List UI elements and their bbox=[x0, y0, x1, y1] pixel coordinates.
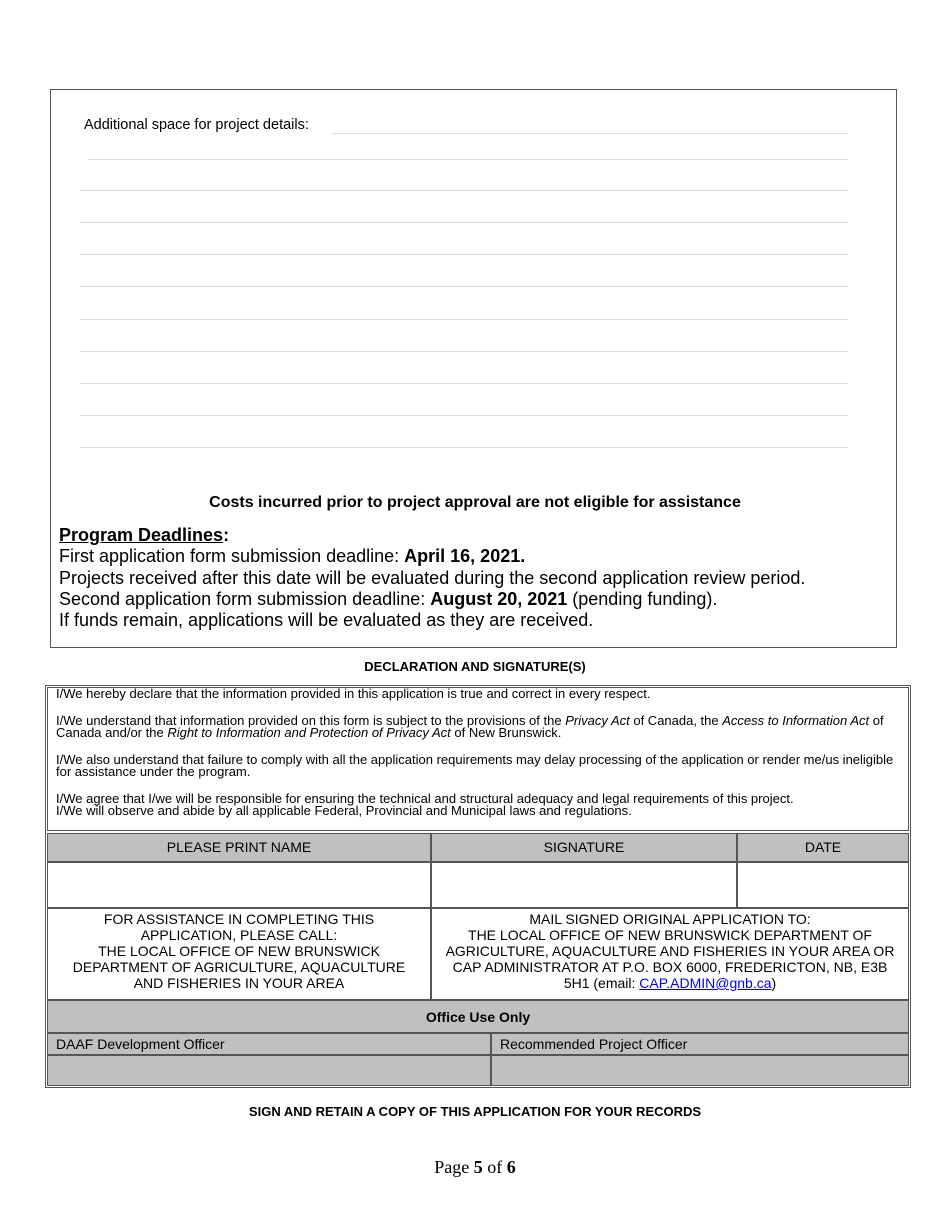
recommended-officer-label: Recommended Project Officer bbox=[491, 1033, 909, 1055]
office-use-title: Office Use Only bbox=[47, 1000, 909, 1033]
daaf-officer-field[interactable] bbox=[47, 1055, 491, 1086]
details-line[interactable] bbox=[80, 190, 848, 191]
mail-info: MAIL SIGNED ORIGINAL APPLICATION TO: THE LOCAL OFFICE OF NEW BRUNSWICK DEPARTMENT OF AGRICULTURE, AQUACULTURE AND FISHERIES IN YOUR AREA OR CAP ADMINISTRATOR AT P.O. BOX 6000, FREDERICTON, NB, E3B 5H1 (email: CAP.ADMIN@gnb.ca) bbox=[431, 908, 909, 1000]
signature-field[interactable] bbox=[431, 862, 737, 908]
deadlines-heading: Program Deadlines: bbox=[59, 525, 230, 545]
funds-remain-note: If funds remain, applications will be evaluated as they are received. bbox=[59, 610, 594, 630]
assistance-info: FOR ASSISTANCE IN COMPLETING THIS APPLICATION, PLEASE CALL: THE LOCAL OFFICE OF NEW BRUNSWICK DEPARTMENT OF AGRICULTURE, AQUACULTURE AND FISHERIES IN YOUR AREA bbox=[47, 908, 431, 1000]
details-line[interactable] bbox=[332, 133, 848, 134]
details-line[interactable] bbox=[80, 351, 848, 352]
details-line[interactable] bbox=[80, 222, 848, 223]
details-line[interactable] bbox=[88, 159, 848, 160]
print-name-header: PLEASE PRINT NAME bbox=[47, 833, 431, 862]
signature-header: SIGNATURE bbox=[431, 833, 737, 862]
details-line[interactable] bbox=[80, 286, 848, 287]
details-line[interactable] bbox=[80, 415, 848, 416]
retain-copy-note: SIGN AND RETAIN A COPY OF THIS APPLICATION FOR YOUR RECORDS bbox=[248, 1104, 702, 1119]
declaration-title: DECLARATION AND SIGNATURE(S) bbox=[364, 659, 586, 674]
print-name-field[interactable] bbox=[47, 862, 431, 908]
details-line[interactable] bbox=[80, 447, 848, 448]
first-deadline: First application form submission deadline: April 16, 2021. bbox=[59, 546, 526, 566]
declaration-p4: I/We agree that I/we will be responsible for ensuring the technical and structural adequacy and legal requirements of this project. I/We will observe and abide by all applicable Federal, Provincial and Municipal laws and regulations. bbox=[56, 791, 794, 818]
recommended-officer-field[interactable] bbox=[491, 1055, 909, 1086]
details-line[interactable] bbox=[80, 383, 848, 384]
page-number: Page 5 of 6 bbox=[434, 1157, 516, 1177]
second-deadline: Second application form submission deadline: August 20, 2021 (pending funding). bbox=[59, 589, 718, 609]
daaf-officer-label: DAAF Development Officer bbox=[47, 1033, 491, 1055]
details-line[interactable] bbox=[80, 319, 848, 320]
declaration-p1: I/We hereby declare that the information provided in this application is true and correct in every respect. bbox=[56, 686, 651, 701]
details-label: Additional space for project details: bbox=[84, 117, 309, 133]
email-link[interactable]: CAP.ADMIN@gnb.ca bbox=[639, 975, 772, 991]
details-line[interactable] bbox=[80, 254, 848, 255]
declaration-text bbox=[47, 687, 909, 831]
projects-after-note: Projects received after this date will be evaluated during the second application review period. bbox=[59, 568, 806, 588]
date-field[interactable] bbox=[737, 862, 909, 908]
costs-note: Costs incurred prior to project approval are not eligible for assistance bbox=[209, 494, 741, 511]
declaration-p3: I/We also understand that failure to comply with all the application requirements may delay processing of the application or render me/us ineligible for assistance under the program. bbox=[56, 752, 894, 779]
date-header: DATE bbox=[737, 833, 909, 862]
declaration-p2: I/We understand that information provided on this form is subject to the provisions of the Privacy Act of Canada, the Access to Information Act of Canada and/or the Right to Information and Protection of Privacy Act of New Brunswick. bbox=[56, 713, 884, 740]
